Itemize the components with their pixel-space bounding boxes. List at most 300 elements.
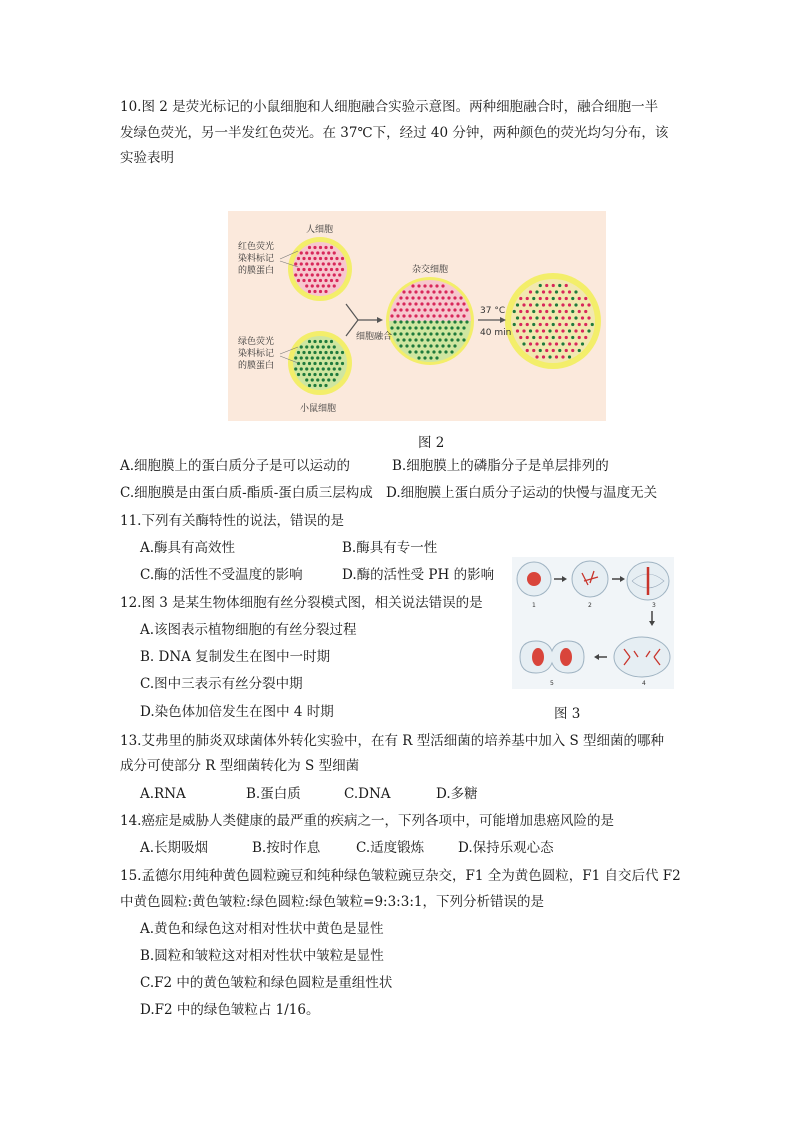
- fluorescent-dot: [522, 329, 525, 332]
- fluorescent-dot: [571, 349, 574, 352]
- q10-line-3: 实验表明: [120, 150, 174, 166]
- fluorescent-dot: [429, 320, 432, 323]
- fluorescent-dot: [581, 303, 584, 306]
- fluorescent-dot: [432, 338, 435, 341]
- fluorescent-dot: [574, 329, 577, 332]
- fluorescent-dot: [408, 350, 411, 353]
- fluorescent-dot: [587, 329, 590, 332]
- fluorescent-dot: [302, 351, 305, 354]
- fluorescent-dot: [311, 284, 314, 287]
- fluorescent-dot: [324, 257, 327, 260]
- q14-option-c[interactable]: C.适度锻炼: [356, 840, 425, 856]
- fluorescent-dot: [450, 350, 453, 353]
- fluorescent-dot: [316, 251, 319, 254]
- fluorescent-dot: [578, 336, 581, 339]
- fluorescent-dot: [568, 342, 571, 345]
- fluorescent-dot: [300, 345, 303, 348]
- fluorescent-dot: [571, 297, 574, 300]
- q11-option-c[interactable]: C.酶的活性不受温度的影响: [140, 567, 303, 583]
- q13-option-a[interactable]: A.RNA: [140, 786, 186, 802]
- fluorescent-dot: [539, 310, 542, 313]
- fluorescent-dot: [305, 356, 308, 359]
- fluorescent-dot: [450, 302, 453, 305]
- fluorescent-dot: [581, 316, 584, 319]
- fluorescent-dot: [396, 314, 399, 317]
- fluorescent-dot: [432, 350, 435, 353]
- fluorescent-dot: [584, 336, 587, 339]
- fluorescent-dot: [539, 297, 542, 300]
- fluorescent-dot: [313, 362, 316, 365]
- fluorescent-dot: [435, 356, 438, 359]
- fluorescent-dot: [305, 262, 308, 265]
- fluorescent-dot: [319, 257, 322, 260]
- fluorescent-dot: [516, 303, 519, 306]
- fluorescent-dot: [459, 332, 462, 335]
- fluorescent-dot: [308, 268, 311, 271]
- fluorescent-dot: [558, 284, 561, 287]
- fluorescent-dot: [313, 257, 316, 260]
- fluorescent-dot: [552, 284, 555, 287]
- fluorescent-dot: [542, 316, 545, 319]
- fluorescent-dot: [313, 373, 316, 376]
- fluorescent-dot: [522, 342, 525, 345]
- fluorescent-dot: [453, 308, 456, 311]
- fusion-label: 细胞融合: [356, 332, 393, 342]
- q11-option-a[interactable]: A.酶具有高效性: [140, 540, 236, 556]
- q15-option-c[interactable]: C.F2 中的黄色皱粒和绿色圆粒是重组性状: [140, 975, 393, 991]
- fluorescent-dot: [535, 290, 538, 293]
- fluorescent-dot: [447, 308, 450, 311]
- fluorescent-dot: [548, 355, 551, 358]
- temp-label: 37 °C: [480, 306, 506, 316]
- fluorescent-dot: [519, 297, 522, 300]
- fluorescent-dot: [565, 323, 568, 326]
- fluorescent-dot: [561, 342, 564, 345]
- fluorescent-dot: [519, 323, 522, 326]
- fluorescent-dot: [441, 308, 444, 311]
- red-label-1: 红色荧光: [238, 242, 275, 252]
- fluorescent-dot: [330, 257, 333, 260]
- q13-line-1: 13.艾弗里的肺炎双球菌体外转化实验中，在有 R 型活细菌的培养基中加入 S 型细菌的哪种: [120, 733, 665, 749]
- q10-option-c[interactable]: C.细胞膜是由蛋白质-酯质-蛋白质三层构成: [120, 485, 373, 501]
- fluorescent-dot: [568, 290, 571, 293]
- fluorescent-dot: [300, 251, 303, 254]
- red-label-2: 染料标记: [238, 254, 275, 264]
- fluorescent-dot: [516, 329, 519, 332]
- fluorescent-dot: [316, 367, 319, 370]
- fluorescent-dot: [322, 273, 325, 276]
- q13-option-d[interactable]: D.多糖: [436, 786, 478, 802]
- svg-text:3: 3: [652, 602, 656, 609]
- fluorescent-dot: [526, 349, 529, 352]
- fluorescent-dot: [519, 336, 522, 339]
- fluorescent-dot: [308, 362, 311, 365]
- q10-option-b[interactable]: B.细胞膜上的磷脂分子是单层排列的: [392, 458, 609, 474]
- fluorescent-dot: [435, 344, 438, 347]
- fluorescent-dot: [300, 367, 303, 370]
- fluorescent-dot: [456, 338, 459, 341]
- fluorescent-dot: [408, 290, 411, 293]
- mitosis-diagram: [512, 557, 674, 689]
- fluorescent-dot: [581, 329, 584, 332]
- fluorescent-dot: [420, 314, 423, 317]
- fluorescent-dot: [519, 310, 522, 313]
- fluorescent-dot: [316, 284, 319, 287]
- fluorescent-dot: [341, 351, 344, 354]
- fluorescent-dot: [539, 323, 542, 326]
- fluorescent-dot: [399, 296, 402, 299]
- fluorescent-dot: [561, 316, 564, 319]
- fluorescent-dot: [393, 332, 396, 335]
- fluorescent-dot: [447, 296, 450, 299]
- q15-line-1: 15.孟德尔用纯种黄色圆粒豌豆和纯种绿色皱粒豌豆杂交，F1 全为黄色圆粒，F1 自交后代 F2: [120, 868, 681, 884]
- fluorescent-dot: [333, 273, 336, 276]
- fluorescent-dot: [548, 316, 551, 319]
- fluorescent-dot: [453, 344, 456, 347]
- fluorescent-dot: [420, 350, 423, 353]
- fluorescent-dot: [319, 290, 322, 293]
- fluorescent-dot: [565, 336, 568, 339]
- fluorescent-dot: [324, 268, 327, 271]
- fluorescent-dot: [327, 345, 330, 348]
- cell-fusion-diagram: [228, 211, 606, 421]
- fluorescent-dot: [402, 314, 405, 317]
- fluorescent-dot: [453, 320, 456, 323]
- mixed-cell: [505, 273, 601, 369]
- figure-2-caption: 图 2: [418, 435, 445, 451]
- fluorescent-dot: [423, 284, 426, 287]
- fluorescent-dot: [545, 336, 548, 339]
- fluorescent-dot: [302, 268, 305, 271]
- q10-option-a[interactable]: A.细胞膜上的蛋白质分子是可以运动的: [120, 458, 351, 474]
- q13-option-c[interactable]: C.DNA: [344, 786, 391, 802]
- fluorescent-dot: [405, 320, 408, 323]
- fluorescent-dot: [450, 338, 453, 341]
- fluorescent-dot: [327, 262, 330, 265]
- fluorescent-dot: [390, 314, 393, 317]
- fluorescent-dot: [327, 273, 330, 276]
- fluorescent-dot: [333, 356, 336, 359]
- fluorescent-dot: [462, 338, 465, 341]
- fluorescent-dot: [305, 251, 308, 254]
- hybrid-cell: [386, 277, 474, 365]
- fluorescent-dot: [311, 378, 314, 381]
- fluorescent-dot: [565, 310, 568, 313]
- fluorescent-dot: [338, 273, 341, 276]
- fluorescent-dot: [581, 342, 584, 345]
- fluorescent-dot: [432, 290, 435, 293]
- fluorescent-dot: [335, 373, 338, 376]
- fluorescent-dot: [432, 314, 435, 317]
- fluorescent-dot: [335, 268, 338, 271]
- fluorescent-dot: [322, 262, 325, 265]
- fluorescent-dot: [532, 323, 535, 326]
- fluorescent-dot: [529, 303, 532, 306]
- q12-option-d[interactable]: D.染色体加倍发生在图中 4 时期: [140, 704, 334, 720]
- fluorescent-dot: [555, 290, 558, 293]
- fluorescent-dot: [302, 279, 305, 282]
- fluorescent-dot: [319, 279, 322, 282]
- fluorescent-dot: [574, 316, 577, 319]
- fluorescent-dot: [561, 303, 564, 306]
- svg-text:5: 5: [550, 680, 554, 687]
- q14-option-d[interactable]: D.保持乐观心态: [458, 840, 554, 856]
- fluorescent-dot: [316, 356, 319, 359]
- fluorescent-dot: [539, 336, 542, 339]
- fluorescent-dot: [414, 338, 417, 341]
- fluorescent-dot: [535, 342, 538, 345]
- fluorescent-dot: [532, 310, 535, 313]
- fluorescent-dot: [535, 316, 538, 319]
- fluorescent-dot: [578, 297, 581, 300]
- green-label-2: 染料标记: [238, 349, 275, 359]
- fluorescent-dot: [558, 310, 561, 313]
- fluorescent-dot: [426, 290, 429, 293]
- fluorescent-dot: [426, 302, 429, 305]
- fluorescent-dot: [542, 290, 545, 293]
- fluorescent-dot: [591, 323, 594, 326]
- fluorescent-dot: [444, 314, 447, 317]
- fluorescent-dot: [333, 378, 336, 381]
- fluorescent-dot: [324, 290, 327, 293]
- fluorescent-dot: [330, 351, 333, 354]
- fluorescent-dot: [435, 296, 438, 299]
- q15-line-2: 中黄色圆粒:黄色皱粒:绿色圆粒:绿色皱粒=9:3:3:1，下列分析错误的是: [120, 894, 544, 910]
- fluorescent-dot: [558, 323, 561, 326]
- fluorescent-dot: [465, 308, 468, 311]
- fluorescent-dot: [335, 279, 338, 282]
- fluorescent-dot: [420, 326, 423, 329]
- fluorescent-dot: [539, 284, 542, 287]
- fluorescent-dot: [408, 338, 411, 341]
- fluorescent-dot: [402, 326, 405, 329]
- fluorescent-dot: [414, 314, 417, 317]
- fluorescent-dot: [450, 290, 453, 293]
- fluorescent-dot: [300, 262, 303, 265]
- fluorescent-dot: [405, 332, 408, 335]
- q13-option-b[interactable]: B.蛋白质: [246, 786, 301, 802]
- fluorescent-dot: [438, 302, 441, 305]
- fluorescent-dot: [297, 351, 300, 354]
- fluorescent-dot: [414, 350, 417, 353]
- q13-line-2: 成分可使部分 R 型细菌转化为 S 型细菌: [120, 758, 360, 774]
- fluorescent-dot: [535, 329, 538, 332]
- fluorescent-dot: [322, 345, 325, 348]
- fluorescent-dot: [522, 316, 525, 319]
- fluorescent-dot: [423, 356, 426, 359]
- fluorescent-dot: [568, 316, 571, 319]
- fluorescent-dot: [390, 326, 393, 329]
- fluorescent-dot: [558, 336, 561, 339]
- fluorescent-dot: [313, 384, 316, 387]
- fluorescent-dot: [411, 284, 414, 287]
- fluorescent-dot: [333, 345, 336, 348]
- fluorescent-dot: [408, 326, 411, 329]
- fluorescent-dot: [555, 303, 558, 306]
- fluorescent-dot: [294, 367, 297, 370]
- q11-stem: 11.下列有关酶特性的说法，错误的是: [120, 513, 344, 529]
- fluorescent-dot: [327, 284, 330, 287]
- fluorescent-dot: [429, 332, 432, 335]
- q10-option-d[interactable]: D.细胞膜上蛋白质分子运动的快慢与温度无关: [386, 485, 658, 501]
- fluorescent-dot: [305, 367, 308, 370]
- q14-option-a[interactable]: A.长期吸烟: [140, 840, 209, 856]
- fluorescent-dot: [429, 308, 432, 311]
- fluorescent-dot: [313, 340, 316, 343]
- fluorescent-dot: [330, 279, 333, 282]
- fluorescent-dot: [420, 290, 423, 293]
- green-label-3: 的膜蛋白: [238, 361, 275, 371]
- fluorescent-dot: [324, 340, 327, 343]
- fluorescent-dot: [313, 268, 316, 271]
- q10-line-2: 发绿色荧光，另一半发红色荧光。在 37℃下，经过 40 分钟，两种颜色的荧光均匀分布，该: [120, 125, 669, 141]
- fluorescent-dot: [324, 384, 327, 387]
- fluorescent-dot: [444, 326, 447, 329]
- fluorescent-dot: [459, 320, 462, 323]
- fluorescent-dot: [526, 310, 529, 313]
- fluorescent-dot: [305, 273, 308, 276]
- fluorescent-dot: [552, 349, 555, 352]
- fluorescent-dot: [568, 329, 571, 332]
- q12-option-b[interactable]: B. DNA 复制发生在图中一时期: [140, 649, 331, 665]
- fluorescent-dot: [574, 303, 577, 306]
- fluorescent-dot: [411, 344, 414, 347]
- fluorescent-dot: [294, 262, 297, 265]
- fluorescent-dot: [333, 262, 336, 265]
- fluorescent-dot: [441, 296, 444, 299]
- fluorescent-dot: [435, 284, 438, 287]
- fluorescent-dot: [322, 284, 325, 287]
- fluorescent-dot: [444, 302, 447, 305]
- green-label-1: 绿色荧光: [238, 337, 275, 347]
- fluorescent-dot: [423, 296, 426, 299]
- q10-line-1: 10.图 2 是荧光标记的小鼠细胞和人细胞融合实验示意图。两种细胞融合时，融合细胞一半: [120, 99, 659, 115]
- fluorescent-dot: [302, 362, 305, 365]
- fluorescent-dot: [426, 350, 429, 353]
- q15-option-b[interactable]: B.圆粒和皱粒这对相对性状中皱粒是显性: [140, 948, 384, 964]
- fluorescent-dot: [341, 268, 344, 271]
- fluorescent-dot: [308, 340, 311, 343]
- fluorescent-dot: [411, 296, 414, 299]
- fluorescent-dot: [302, 257, 305, 260]
- q12-option-a[interactable]: A.该图表示植物细胞的有丝分裂过程: [140, 622, 357, 638]
- fluorescent-dot: [308, 290, 311, 293]
- fluorescent-dot: [447, 344, 450, 347]
- figure-3: [512, 557, 674, 689]
- fluorescent-dot: [417, 356, 420, 359]
- fluorescent-dot: [459, 296, 462, 299]
- fluorescent-dot: [330, 340, 333, 343]
- fluorescent-dot: [426, 326, 429, 329]
- fluorescent-dot: [587, 303, 590, 306]
- fluorescent-dot: [405, 296, 408, 299]
- fluorescent-dot: [441, 332, 444, 335]
- q11-option-b[interactable]: B.酶具有专一性: [342, 540, 438, 556]
- fluorescent-dot: [327, 251, 330, 254]
- fluorescent-dot: [316, 378, 319, 381]
- fluorescent-dot: [308, 351, 311, 354]
- fluorescent-dot: [322, 367, 325, 370]
- fluorescent-dot: [462, 302, 465, 305]
- fluorescent-dot: [545, 349, 548, 352]
- fluorescent-dot: [545, 310, 548, 313]
- fluorescent-dot: [402, 302, 405, 305]
- fluorescent-dot: [584, 323, 587, 326]
- fluorescent-dot: [423, 332, 426, 335]
- fluorescent-dot: [311, 367, 314, 370]
- fluorescent-dot: [516, 316, 519, 319]
- fluorescent-dot: [341, 362, 344, 365]
- fluorescent-dot: [555, 316, 558, 319]
- fluorescent-dot: [311, 345, 314, 348]
- fluorescent-dot: [319, 362, 322, 365]
- fluorescent-dot: [568, 355, 571, 358]
- fluorescent-dot: [462, 326, 465, 329]
- fluorescent-dot: [308, 246, 311, 249]
- fluorescent-dot: [532, 336, 535, 339]
- fluorescent-dot: [532, 297, 535, 300]
- q12-option-c[interactable]: C.图中三表示有丝分裂中期: [140, 676, 303, 692]
- red-label-3: 的膜蛋白: [238, 266, 275, 276]
- fluorescent-dot: [535, 303, 538, 306]
- figure-3-caption: 图 3: [554, 706, 581, 722]
- fluorescent-dot: [561, 329, 564, 332]
- fluorescent-dot: [513, 310, 516, 313]
- fluorescent-dot: [587, 316, 590, 319]
- fluorescent-dot: [571, 323, 574, 326]
- fluorescent-dot: [456, 302, 459, 305]
- fluorescent-dot: [297, 279, 300, 282]
- fluorescent-dot: [558, 297, 561, 300]
- fluorescent-dot: [420, 302, 423, 305]
- q14-option-b[interactable]: B.按时作息: [252, 840, 321, 856]
- fluorescent-dot: [423, 308, 426, 311]
- fluorescent-dot: [417, 332, 420, 335]
- fluorescent-dot: [405, 308, 408, 311]
- figure-2: [228, 211, 606, 421]
- fluorescent-dot: [408, 302, 411, 305]
- hybrid-cell-label: 杂交细胞: [412, 265, 449, 275]
- fluorescent-dot: [456, 314, 459, 317]
- fluorescent-dot: [438, 290, 441, 293]
- fluorescent-dot: [313, 279, 316, 282]
- fluorescent-dot: [305, 345, 308, 348]
- q15-option-a[interactable]: A.黄色和绿色这对相对性状中黄色是显性: [140, 921, 384, 937]
- fluorescent-dot: [417, 308, 420, 311]
- fluorescent-dot: [438, 326, 441, 329]
- fluorescent-dot: [324, 246, 327, 249]
- fluorescent-dot: [399, 308, 402, 311]
- fluorescent-dot: [438, 350, 441, 353]
- fluorescent-dot: [456, 326, 459, 329]
- fluorescent-dot: [568, 303, 571, 306]
- fluorescent-dot: [552, 323, 555, 326]
- fluorescent-dot: [578, 349, 581, 352]
- fluorescent-dot: [316, 262, 319, 265]
- q15-option-d[interactable]: D.F2 中的绿色皱粒占 1/16。: [140, 1002, 320, 1018]
- fluorescent-dot: [338, 367, 341, 370]
- fluorescent-dot: [302, 373, 305, 376]
- fluorescent-dot: [561, 355, 564, 358]
- fluorescent-dot: [529, 342, 532, 345]
- fluorescent-dot: [319, 373, 322, 376]
- fluorescent-dot: [441, 344, 444, 347]
- fluorescent-dot: [435, 332, 438, 335]
- fluorescent-dot: [399, 320, 402, 323]
- q11-option-d[interactable]: D.酶的活性受 PH 的影响: [342, 567, 495, 583]
- fluorescent-dot: [447, 332, 450, 335]
- fluorescent-dot: [308, 279, 311, 282]
